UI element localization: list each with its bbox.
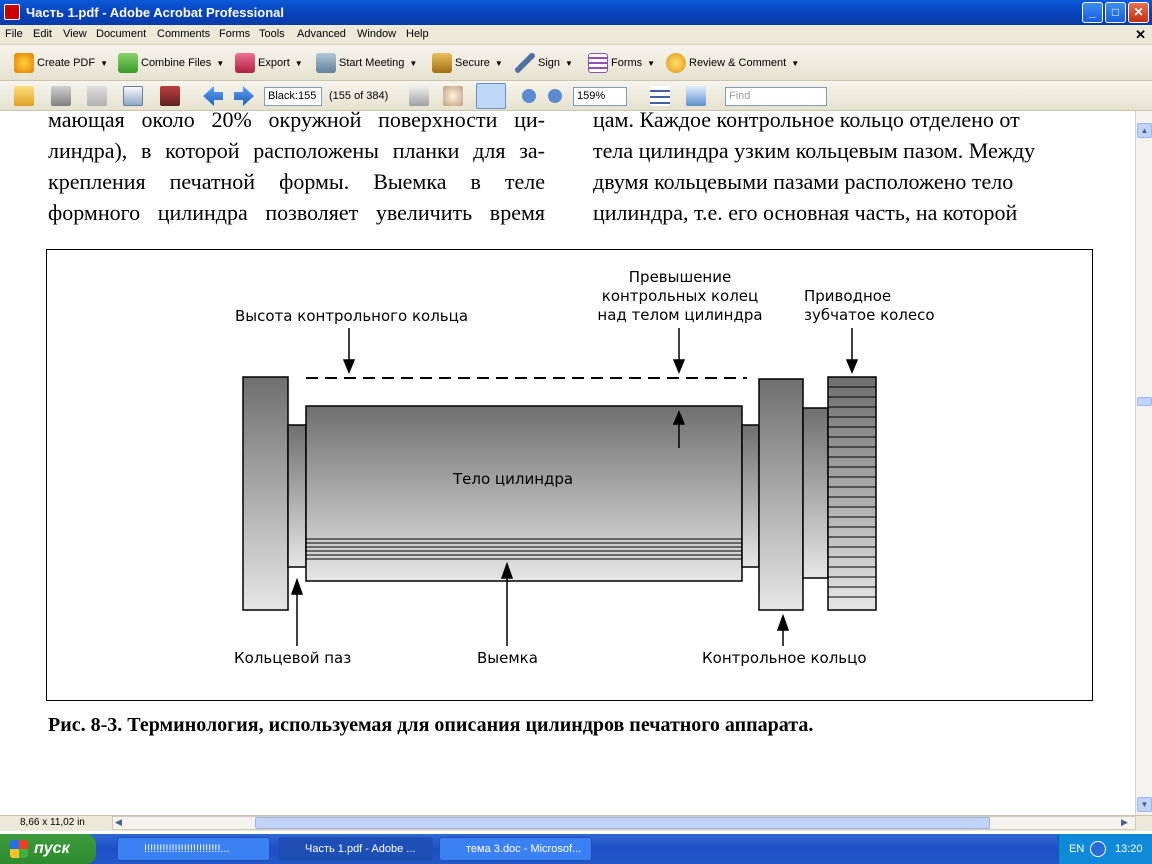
document-view: [0, 111, 1135, 815]
windows-logo-icon: [10, 840, 28, 858]
fit-width-icon[interactable]: [650, 86, 670, 106]
meeting-icon: [316, 53, 336, 73]
page-size: 8,66 x 11,02 in: [20, 817, 85, 828]
label-gap: Выемка: [477, 649, 538, 667]
find-input[interactable]: Find: [725, 87, 827, 106]
next-page-icon[interactable]: [234, 86, 254, 106]
email-icon[interactable]: [123, 86, 143, 106]
forms-icon: [588, 53, 608, 73]
cylinder-figure: [46, 249, 1093, 701]
left-groove: [288, 425, 306, 567]
scroll-up-icon[interactable]: ▲: [1137, 123, 1152, 138]
start-button[interactable]: пуск: [0, 834, 96, 864]
task-toolbar: [0, 45, 1152, 81]
label-drive-gear: Приводное зубчатое колесо: [804, 287, 935, 324]
page-count: (155 of 384): [329, 90, 389, 102]
label-cylinder-body: Тело цилиндра: [453, 470, 574, 488]
document-close-icon[interactable]: ✕: [1135, 27, 1146, 42]
window-title: Часть 1.pdf - Adobe Acrobat Professional: [26, 5, 285, 20]
horizontal-scroll-thumb[interactable]: [255, 817, 990, 829]
title-bar: [0, 0, 1152, 25]
lock-icon: [432, 53, 452, 73]
taskbar-item-folder[interactable]: !!!!!!!!!!!!!!!!!!!!!!!!!...: [117, 837, 270, 861]
figure-caption: Рис. 8-3. Терминология, используемая для описания цилиндров печатного аппарата.: [48, 714, 814, 736]
gear-hub: [803, 408, 828, 578]
save-icon[interactable]: [87, 86, 107, 106]
menu-forms[interactable]: Forms: [219, 28, 251, 40]
review-comment-button[interactable]: Review & Comment ▼: [666, 51, 799, 75]
language-indicator[interactable]: EN: [1069, 843, 1085, 855]
create-pdf-button[interactable]: Create PDF ▼: [14, 51, 108, 75]
horizontal-scrollbar[interactable]: [112, 816, 1136, 830]
right-control-ring: [759, 379, 803, 610]
menu-view[interactable]: View: [63, 28, 87, 40]
bridge-icon[interactable]: [160, 86, 180, 106]
print-icon[interactable]: [51, 86, 71, 106]
scroll-left-icon[interactable]: ◀: [115, 817, 122, 827]
right-column-text: цам. Каждое контрольное кольцо отделено от тела цилиндра узким кольцевым пазом. Между двумя кольцевыми пазами расположено тело цилиндра, т.е. его основная часть, на которой: [593, 111, 1036, 225]
scroll-thumb[interactable]: [1137, 397, 1152, 406]
label-ring-height: Высота контрольного кольца: [235, 307, 469, 325]
label-groove: Кольцевой паз: [234, 649, 352, 667]
sign-button[interactable]: Sign ▼: [515, 51, 573, 75]
menu-bar: [0, 25, 1152, 45]
acrobat-pdf-icon: [4, 4, 20, 20]
clock: 13:20: [1115, 843, 1143, 855]
menu-help[interactable]: Help: [406, 28, 429, 40]
menu-window[interactable]: Window: [357, 28, 397, 40]
forms-button[interactable]: Forms ▼: [588, 51, 655, 75]
start-meeting-button[interactable]: Start Meeting ▼: [316, 51, 417, 75]
previous-page-icon[interactable]: [203, 86, 223, 106]
menu-advanced[interactable]: Advanced: [297, 28, 346, 40]
combine-files-button[interactable]: Combine Files ▼: [118, 51, 224, 75]
zoom-level-select[interactable]: 159%: [573, 87, 627, 106]
maximize-button[interactable]: □: [1105, 2, 1126, 23]
page-number-field[interactable]: Black:155: [264, 87, 322, 106]
menu-tools[interactable]: Tools: [259, 28, 285, 40]
zoom-out-icon[interactable]: [522, 89, 536, 103]
vertical-scrollbar[interactable]: [1135, 111, 1152, 815]
secure-button[interactable]: Secure ▼: [432, 51, 503, 75]
export-button[interactable]: Export ▼: [235, 51, 303, 75]
label-ring-excess: Превышение контрольных колец над телом цилиндра: [597, 268, 763, 324]
scroll-right-icon[interactable]: ▶: [1121, 817, 1128, 827]
scroll-down-icon[interactable]: ▼: [1137, 797, 1152, 812]
comment-bubble-icon: [666, 53, 686, 73]
combine-files-icon: [118, 53, 138, 73]
zoom-tool-icon[interactable]: [476, 83, 506, 109]
menu-file[interactable]: File: [5, 28, 23, 40]
right-groove: [742, 425, 759, 567]
tray-arrow-icon[interactable]: [1090, 841, 1106, 857]
minimize-button[interactable]: _: [1082, 2, 1103, 23]
menu-comments[interactable]: Comments: [157, 28, 211, 40]
menu-document[interactable]: Document: [96, 28, 147, 40]
close-button[interactable]: ✕: [1128, 2, 1149, 23]
left-control-ring: [243, 377, 288, 610]
fit-page-icon[interactable]: [686, 86, 706, 106]
create-pdf-icon: [14, 53, 34, 73]
label-control-ring: Контрольное кольцо: [702, 649, 867, 667]
status-bar: [0, 815, 1152, 831]
left-column-text: мающая около 20% окружной поверхности ци- линдра), в которой расположены планки для за- крепления печатной формы. Выемка в теле формного цилиндра позволяет увеличить время: [48, 111, 545, 225]
navigation-toolbar: [0, 81, 1152, 111]
system-tray: [1058, 834, 1152, 864]
pen-icon: [515, 53, 535, 73]
hand-tool-icon[interactable]: [443, 86, 463, 106]
open-folder-icon[interactable]: [14, 86, 34, 106]
zoom-in-icon[interactable]: [548, 89, 562, 103]
taskbar-item-word[interactable]: тема 3.doc - Microsof...: [439, 837, 592, 861]
windows-taskbar: [0, 834, 1152, 864]
drive-gear: [828, 377, 876, 610]
menu-edit[interactable]: Edit: [33, 28, 52, 40]
taskbar-item-acrobat[interactable]: Часть 1.pdf - Adobe ...: [278, 837, 433, 861]
select-tool-icon[interactable]: [409, 86, 429, 106]
export-icon: [235, 53, 255, 73]
